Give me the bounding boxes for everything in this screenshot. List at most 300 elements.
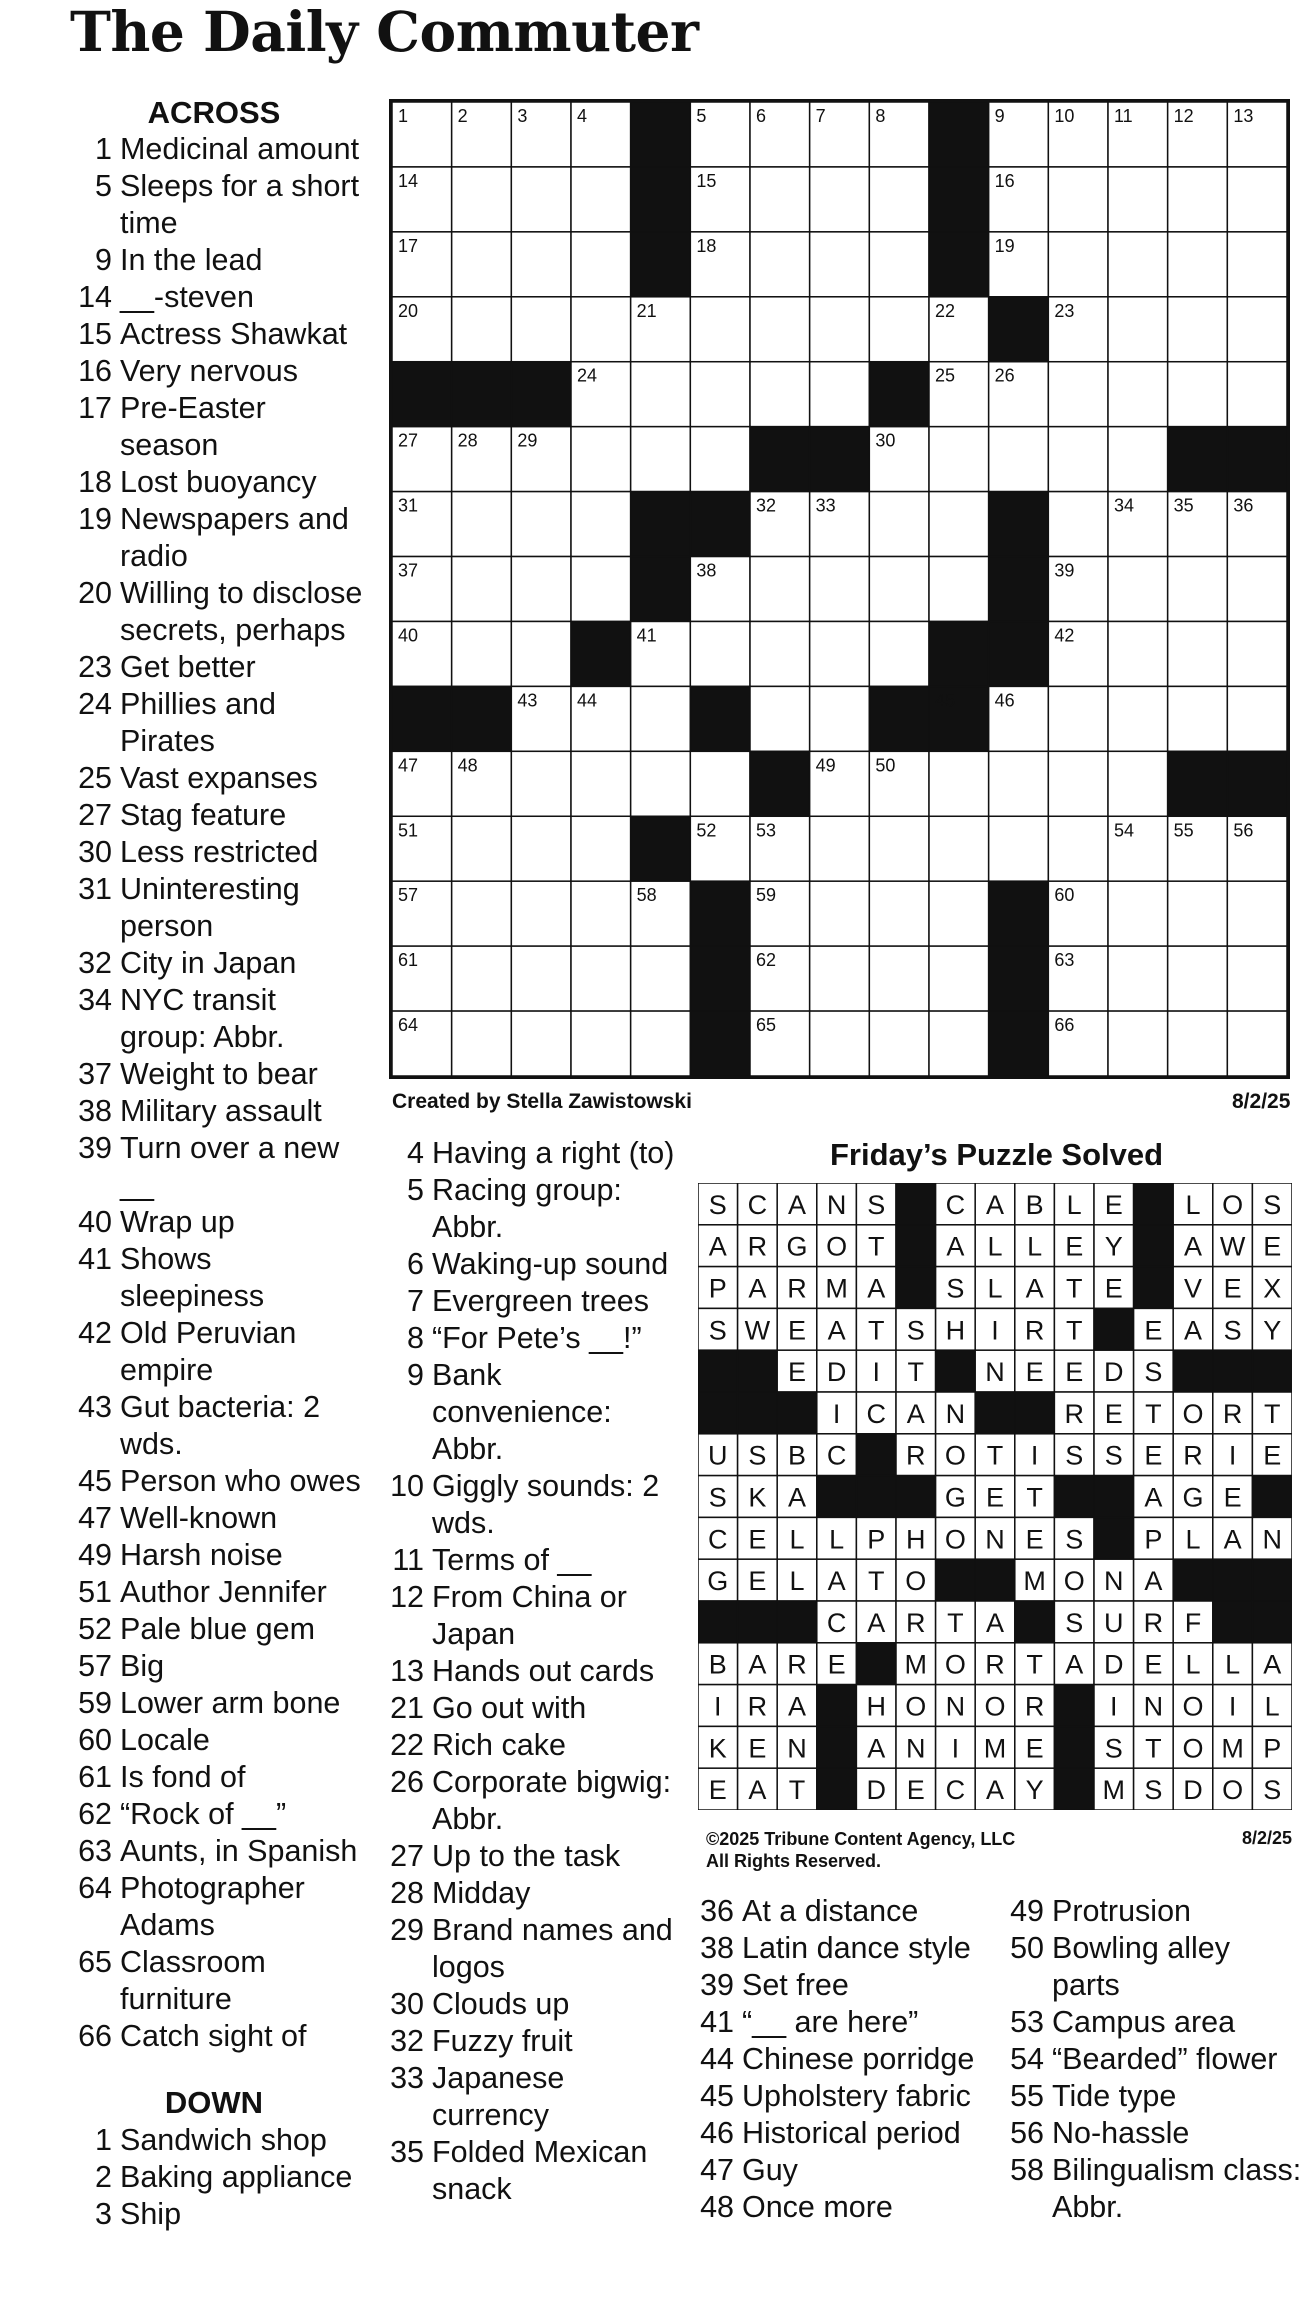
- clue-item: [692, 2152, 1002, 2189]
- solved-block: [936, 1350, 976, 1392]
- clue-item: [382, 1579, 682, 1653]
- solved-letter: T: [1145, 1733, 1162, 1764]
- grid-square[interactable]: [810, 946, 870, 1011]
- clue-text: Photographer Adams: [120, 1871, 305, 1942]
- clue-number: 32: [78, 946, 112, 980]
- clue-text: Folded Mexican snack: [432, 2135, 648, 2206]
- solved-block: [1252, 1559, 1292, 1601]
- block-square: [631, 492, 691, 557]
- clue-item: [382, 1468, 682, 1542]
- grid-square[interactable]: [810, 232, 870, 297]
- grid-square[interactable]: [571, 946, 631, 1011]
- grid-square[interactable]: [1048, 492, 1108, 557]
- clue-number: 59: [78, 1686, 112, 1720]
- clue-text: Sandwich shop: [120, 2123, 327, 2157]
- clue-number: 27: [390, 1839, 424, 1873]
- grid-square[interactable]: [452, 621, 512, 686]
- solved-letter: R: [747, 1231, 768, 1262]
- clue-item: [64, 575, 364, 649]
- clue-item: [382, 2134, 682, 2208]
- grid-square[interactable]: [810, 621, 870, 686]
- grid-square[interactable]: [869, 557, 929, 622]
- solved-letter: E: [1223, 1273, 1242, 1304]
- clue-item: [64, 649, 364, 686]
- grid-square[interactable]: [989, 816, 1049, 881]
- grid-square[interactable]: [1048, 686, 1108, 751]
- clue-text: Harsh noise: [120, 1538, 283, 1572]
- grid-square[interactable]: [1048, 751, 1108, 816]
- grid-square[interactable]: [452, 232, 512, 297]
- grid-square[interactable]: [869, 881, 929, 946]
- grid-square[interactable]: [690, 751, 750, 816]
- grid-square[interactable]: [810, 167, 870, 232]
- solved-letter: E: [1065, 1231, 1084, 1262]
- grid-square[interactable]: [452, 167, 512, 232]
- clue-item: [64, 1056, 364, 1093]
- grid-square[interactable]: [869, 816, 929, 881]
- grid-number: 2: [457, 106, 468, 126]
- grid-square[interactable]: [989, 427, 1049, 492]
- clue-item: [64, 797, 364, 834]
- grid-square[interactable]: [750, 362, 810, 427]
- grid-number: 56: [1233, 820, 1254, 841]
- solved-letter: S: [708, 1189, 727, 1220]
- grid-square[interactable]: [571, 1011, 631, 1076]
- grid-square[interactable]: [1168, 362, 1228, 427]
- grid-square[interactable]: [1227, 362, 1287, 427]
- clue-item: [64, 1796, 364, 1833]
- solved-letter: P: [1144, 1524, 1163, 1555]
- clue-number: 5: [95, 169, 112, 203]
- solved-block: [817, 1768, 857, 1810]
- grid-number: 15: [696, 170, 717, 191]
- grid-square[interactable]: [631, 946, 691, 1011]
- clue-item: [382, 1172, 682, 1246]
- clue-text: __-steven: [120, 280, 254, 314]
- solved-letter: E: [1104, 1273, 1123, 1304]
- grid-square[interactable]: [511, 881, 571, 946]
- solved-block: [777, 1601, 817, 1643]
- grid-square[interactable]: [1168, 557, 1228, 622]
- clue-number: 18: [78, 465, 112, 499]
- grid-square[interactable]: [1108, 232, 1168, 297]
- grid-number: 52: [696, 820, 717, 841]
- solved-letter: S: [1065, 1440, 1084, 1471]
- down-clues-column-4: [1002, 1893, 1302, 2226]
- grid-square[interactable]: [511, 816, 571, 881]
- clue-item: [1002, 2041, 1302, 2078]
- solved-puzzle-title: Friday’s Puzzle Solved: [830, 1137, 1164, 1172]
- block-square: [1168, 427, 1228, 492]
- clue-text: Japanese currency: [432, 2061, 565, 2132]
- block-square: [989, 492, 1049, 557]
- across-heading: ACROSS: [147, 95, 281, 130]
- grid-square[interactable]: [631, 686, 691, 751]
- clue-number: 6: [407, 1247, 424, 1281]
- clue-number: 14: [78, 280, 112, 314]
- grid-square[interactable]: [929, 557, 989, 622]
- crossword-grid[interactable]: [389, 99, 1290, 1079]
- clue-text: City in Japan: [120, 946, 297, 980]
- solved-letter: A: [827, 1566, 846, 1597]
- grid-square[interactable]: [511, 751, 571, 816]
- grid-number: 7: [815, 106, 826, 126]
- clue-text: Once more: [742, 2190, 893, 2224]
- grid-number: 47: [398, 755, 419, 776]
- grid-number: 33: [815, 495, 836, 516]
- clue-number: 43: [78, 1390, 112, 1424]
- grid-square[interactable]: [869, 232, 929, 297]
- grid-square[interactable]: [1168, 232, 1228, 297]
- grid-square[interactable]: [1168, 946, 1228, 1011]
- grid-number: 32: [756, 495, 777, 516]
- clue-item: [64, 1130, 364, 1204]
- clue-number: 26: [390, 1765, 424, 1799]
- clue-text: Giggly sounds: 2 wds.: [432, 1469, 660, 1540]
- grid-number: 20: [398, 300, 419, 321]
- clue-text: Vast expanses: [120, 761, 318, 795]
- solved-letter: M: [983, 1733, 1007, 1764]
- grid-square[interactable]: [1108, 1011, 1168, 1076]
- solved-letter: A: [787, 1691, 807, 1722]
- solved-letter: A: [1065, 1649, 1084, 1680]
- grid-square[interactable]: [690, 362, 750, 427]
- solved-letter: A: [906, 1398, 925, 1429]
- block-square: [989, 946, 1049, 1011]
- grid-number: 4: [577, 106, 588, 126]
- grid-square[interactable]: [1108, 946, 1168, 1011]
- copyright-line-1: ©2025 Tribune Content Agency, LLC: [706, 1829, 1016, 1849]
- grid-square[interactable]: [1108, 621, 1168, 686]
- block-square: [750, 751, 810, 816]
- grid-number: 19: [994, 235, 1015, 256]
- grid-square[interactable]: [810, 686, 870, 751]
- solved-letter: E: [1025, 1524, 1044, 1555]
- grid-square[interactable]: [929, 427, 989, 492]
- clue-text: Newspapers and radio: [120, 502, 349, 573]
- grid-square[interactable]: [571, 492, 631, 557]
- solved-block: [1054, 1476, 1094, 1518]
- grid-square[interactable]: [631, 1011, 691, 1076]
- solved-letter: O: [944, 1649, 966, 1680]
- grid-square[interactable]: [929, 1011, 989, 1076]
- grid-square[interactable]: [1168, 1011, 1228, 1076]
- grid-square[interactable]: [750, 557, 810, 622]
- solved-letter: X: [1263, 1273, 1282, 1304]
- grid-number: 40: [398, 625, 419, 646]
- grid-square[interactable]: [869, 621, 929, 686]
- grid-square[interactable]: [511, 1011, 571, 1076]
- grid-square[interactable]: [1108, 427, 1168, 492]
- grid-square[interactable]: [452, 492, 512, 557]
- block-square: [631, 557, 691, 622]
- grid-square[interactable]: [452, 297, 512, 362]
- solved-letter: D: [1104, 1649, 1124, 1680]
- grid-square[interactable]: [511, 167, 571, 232]
- clue-number: 2: [95, 2160, 112, 2194]
- grid-square[interactable]: [989, 751, 1049, 816]
- grid-number: 58: [636, 885, 657, 906]
- solved-letter: Y: [1104, 1231, 1123, 1262]
- grid-square[interactable]: [750, 232, 810, 297]
- clue-number: 16: [78, 354, 112, 388]
- solved-letter: I: [1228, 1691, 1237, 1722]
- clue-item: [64, 1574, 364, 1611]
- grid-square[interactable]: [750, 686, 810, 751]
- grid-square[interactable]: [1227, 686, 1287, 751]
- grid-square[interactable]: [1048, 167, 1108, 232]
- solved-letter: P: [1263, 1733, 1282, 1764]
- clue-text: Sleeps for a short time: [120, 169, 360, 240]
- grid-square[interactable]: [511, 297, 571, 362]
- grid-square[interactable]: [1227, 232, 1287, 297]
- solved-letter: O: [905, 1691, 927, 1722]
- solved-letter: D: [1183, 1775, 1203, 1806]
- solved-letter: D: [1104, 1357, 1124, 1388]
- grid-square[interactable]: [511, 232, 571, 297]
- block-square: [1227, 427, 1287, 492]
- grid-square[interactable]: [929, 492, 989, 557]
- block-square: [690, 881, 750, 946]
- solved-letter: C: [747, 1189, 768, 1220]
- clue-text: Medicinal amount: [120, 132, 360, 166]
- grid-square[interactable]: [571, 167, 631, 232]
- grid-square[interactable]: [571, 816, 631, 881]
- grid-number: 59: [756, 885, 777, 906]
- grid-square[interactable]: [750, 297, 810, 362]
- solved-letter: L: [829, 1524, 845, 1555]
- solved-block: [738, 1392, 778, 1434]
- grid-square[interactable]: [1168, 167, 1228, 232]
- grid-square[interactable]: [1108, 167, 1168, 232]
- block-square: [989, 621, 1049, 686]
- solved-block: [1094, 1476, 1134, 1518]
- solved-letter: A: [748, 1273, 767, 1304]
- grid-square[interactable]: [1048, 816, 1108, 881]
- grid-number: 13: [1233, 106, 1254, 126]
- block-square: [929, 621, 989, 686]
- clue-number: 47: [78, 1501, 112, 1535]
- grid-square[interactable]: [1048, 427, 1108, 492]
- solved-letter: L: [789, 1524, 805, 1555]
- solved-letter: S: [708, 1315, 727, 1346]
- block-square: [989, 1011, 1049, 1076]
- solved-letter: L: [1185, 1189, 1201, 1220]
- clue-number: 11: [392, 1543, 424, 1577]
- clue-text: Actress Shawkat: [120, 317, 348, 351]
- solved-letter: P: [867, 1524, 886, 1555]
- solved-letter: A: [985, 1607, 1005, 1638]
- solved-block: [1213, 1601, 1253, 1643]
- solved-block: [856, 1643, 896, 1685]
- solved-letter: M: [1023, 1566, 1046, 1597]
- clue-item: [692, 2004, 1002, 2041]
- clue-item: [1002, 1893, 1302, 1930]
- solved-letter: O: [1222, 1775, 1244, 1806]
- solved-letter: S: [1104, 1440, 1123, 1471]
- solved-letter: C: [945, 1189, 966, 1220]
- grid-number: 46: [994, 690, 1015, 711]
- solved-block: [1173, 1350, 1213, 1392]
- grid-square[interactable]: [1227, 1011, 1287, 1076]
- clue-text: Go out with: [432, 1691, 587, 1725]
- grid-square[interactable]: [571, 751, 631, 816]
- grid-square[interactable]: [452, 881, 512, 946]
- clue-text: “For Pete’s __!”: [432, 1321, 642, 1355]
- clue-number: 42: [78, 1316, 112, 1350]
- grid-square[interactable]: [1108, 881, 1168, 946]
- grid-square[interactable]: [511, 621, 571, 686]
- solved-letter: A: [867, 1607, 886, 1638]
- grid-square[interactable]: [1227, 557, 1287, 622]
- grid-square[interactable]: [1227, 946, 1287, 1011]
- grid-square[interactable]: [1168, 297, 1228, 362]
- clue-item: [64, 316, 364, 353]
- solved-letter: D: [866, 1775, 886, 1806]
- grid-square[interactable]: [690, 621, 750, 686]
- grid-square[interactable]: [571, 557, 631, 622]
- grid-square[interactable]: [452, 557, 512, 622]
- grid-square[interactable]: [810, 881, 870, 946]
- grid-square[interactable]: [869, 1011, 929, 1076]
- clue-text: Midday: [432, 1876, 531, 1910]
- grid-square[interactable]: [511, 946, 571, 1011]
- clue-number: 64: [78, 1871, 112, 1905]
- clue-item: [382, 1986, 682, 2023]
- clue-number: 32: [390, 2024, 424, 2058]
- clue-text: Protrusion: [1052, 1894, 1192, 1928]
- clue-number: 55: [1010, 2079, 1044, 2113]
- grid-square[interactable]: [929, 751, 989, 816]
- solved-letter: O: [1182, 1733, 1204, 1764]
- grid-square[interactable]: [1227, 167, 1287, 232]
- grid-square[interactable]: [511, 492, 571, 557]
- clue-text: Latin dance style: [742, 1931, 971, 1965]
- grid-square[interactable]: [452, 1011, 512, 1076]
- clue-text: Less restricted: [120, 835, 319, 869]
- clue-number: 8: [407, 1321, 424, 1355]
- grid-square[interactable]: [1168, 881, 1228, 946]
- solved-block: [896, 1476, 936, 1518]
- solved-letter: C: [866, 1398, 886, 1429]
- grid-square[interactable]: [1108, 751, 1168, 816]
- grid-square[interactable]: [869, 946, 929, 1011]
- clue-item: [382, 1764, 682, 1838]
- grid-square[interactable]: [1108, 362, 1168, 427]
- solved-letter: A: [867, 1273, 886, 1304]
- grid-square[interactable]: [810, 557, 870, 622]
- grid-square[interactable]: [869, 492, 929, 557]
- grid-square[interactable]: [929, 816, 989, 881]
- clue-text: NYC transit group: Abbr.: [120, 983, 285, 1054]
- solved-block: [1173, 1559, 1213, 1601]
- solved-letter: R: [747, 1691, 768, 1722]
- grid-number: 5: [696, 106, 707, 126]
- grid-square[interactable]: [631, 427, 691, 492]
- block-square: [989, 881, 1049, 946]
- grid-square[interactable]: [1108, 557, 1168, 622]
- clue-text: Phillies and Pirates: [120, 687, 276, 758]
- grid-square[interactable]: [869, 167, 929, 232]
- solved-letter: U: [1104, 1607, 1124, 1638]
- solved-block: [698, 1392, 738, 1434]
- clue-number: 63: [78, 1834, 112, 1868]
- clue-number: 28: [390, 1876, 424, 1910]
- grid-square[interactable]: [571, 297, 631, 362]
- grid-square[interactable]: [1048, 232, 1108, 297]
- grid-square[interactable]: [1048, 362, 1108, 427]
- grid-square[interactable]: [869, 297, 929, 362]
- grid-number: 1: [398, 106, 409, 126]
- grid-square[interactable]: [750, 621, 810, 686]
- grid-square[interactable]: [452, 816, 512, 881]
- clue-number: 10: [390, 1469, 424, 1503]
- clue-text: Having a right (to): [432, 1136, 675, 1170]
- solved-letter: N: [826, 1189, 847, 1220]
- clue-number: 23: [78, 650, 112, 684]
- grid-square[interactable]: [511, 557, 571, 622]
- clue-item: [692, 1930, 1002, 1967]
- grid-square[interactable]: [1108, 297, 1168, 362]
- grid-square[interactable]: [810, 816, 870, 881]
- grid-square[interactable]: [1227, 297, 1287, 362]
- grid-square[interactable]: [810, 1011, 870, 1076]
- grid-square[interactable]: [929, 881, 989, 946]
- grid-square[interactable]: [810, 297, 870, 362]
- clue-item: [382, 1135, 682, 1172]
- grid-square[interactable]: [1227, 881, 1287, 946]
- grid-square[interactable]: [810, 362, 870, 427]
- clue-item: [1002, 2115, 1302, 2152]
- solved-letter: O: [984, 1691, 1006, 1722]
- solved-letter: C: [826, 1440, 847, 1471]
- clue-item: [64, 2196, 364, 2233]
- clue-number: 13: [390, 1654, 424, 1688]
- solved-letter: T: [867, 1231, 885, 1262]
- clue-text: Old Peruvian empire: [120, 1316, 297, 1387]
- grid-square[interactable]: [571, 427, 631, 492]
- grid-square[interactable]: [571, 881, 631, 946]
- clue-item: [64, 1241, 364, 1315]
- grid-square[interactable]: [929, 946, 989, 1011]
- solved-letter: S: [708, 1482, 727, 1513]
- grid-square[interactable]: [1168, 686, 1228, 751]
- grid-number: 44: [577, 690, 598, 711]
- grid-square[interactable]: [1227, 621, 1287, 686]
- clue-text: Upholstery fabric: [742, 2079, 971, 2113]
- clue-item: [64, 1685, 364, 1722]
- grid-number: 45: [935, 690, 956, 711]
- clue-item: [64, 1315, 364, 1389]
- clue-item: [64, 1722, 364, 1759]
- grid-square[interactable]: [690, 427, 750, 492]
- grid-square[interactable]: [750, 167, 810, 232]
- grid-number: 17: [398, 235, 419, 256]
- solved-letter: M: [1221, 1733, 1244, 1764]
- down-heading: DOWN: [164, 2085, 264, 2120]
- clue-text: Historical period: [742, 2116, 961, 2150]
- grid-square[interactable]: [452, 946, 512, 1011]
- grid-square[interactable]: [631, 751, 691, 816]
- grid-square[interactable]: [690, 297, 750, 362]
- grid-square[interactable]: [631, 362, 691, 427]
- clue-text: Waking-up sound: [432, 1247, 669, 1281]
- grid-square[interactable]: [1108, 686, 1168, 751]
- grid-square[interactable]: [571, 232, 631, 297]
- grid-square[interactable]: [1168, 621, 1228, 686]
- clue-item: [64, 353, 364, 390]
- clue-text: Evergreen trees: [432, 1284, 649, 1318]
